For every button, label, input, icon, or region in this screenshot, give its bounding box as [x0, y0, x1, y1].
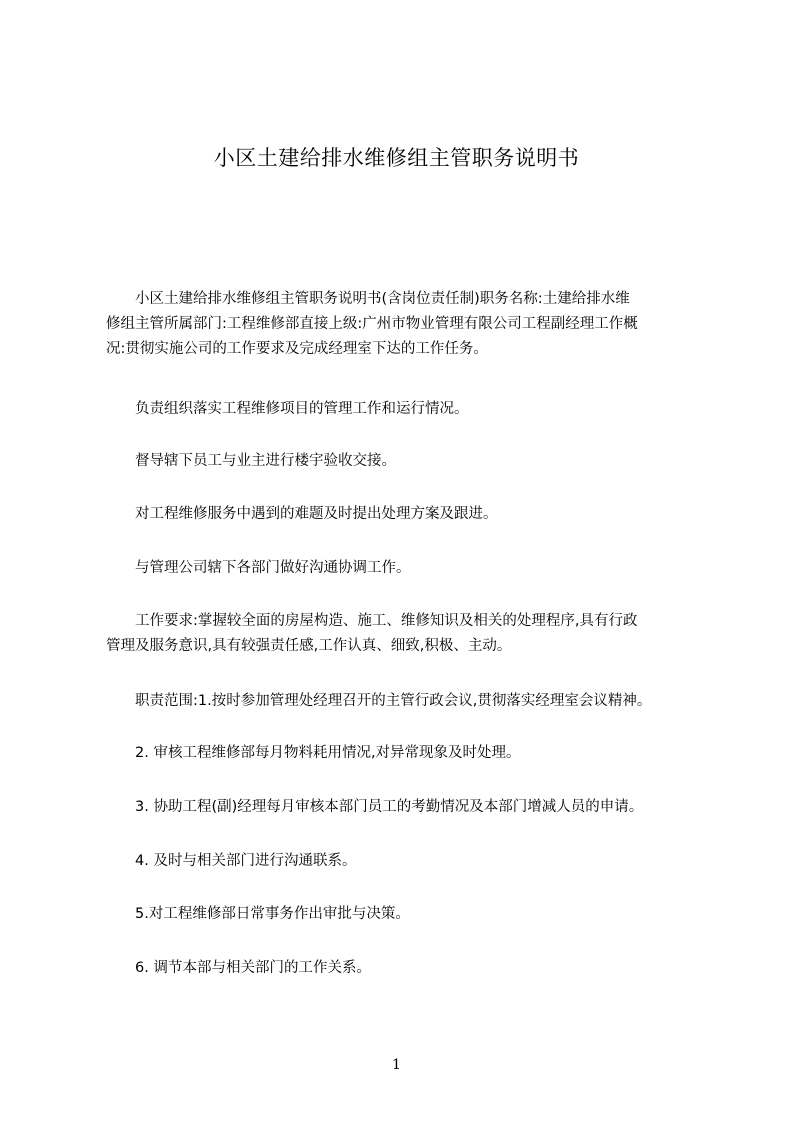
document-title: 小区土建给排水维修组主管职务说明书: [213, 146, 580, 170]
intro-paragraph: [106, 287, 696, 362]
scope-item: 4. 及时与相关部门进行沟通联系。: [135, 853, 357, 869]
scope-item: 6. 调节本部与相关部门的工作关系。: [135, 960, 371, 976]
requirements-paragraph: [106, 609, 696, 659]
intro-line: 小区土建给排水维修组主管职务说明书(含岗位责任制)职务名称:土建给排水维: [135, 291, 630, 307]
scope-item: 职责范围:1.按时参加管理处经理召开的主管行政会议,贯彻落实经理室会议精神。: [135, 693, 652, 709]
page-number: 1: [392, 1057, 401, 1073]
duty-paragraph: 对工程维修服务中遇到的难题及时提出处理方案及跟进。: [135, 506, 498, 522]
duty-paragraph: 负责组织落实工程维修项目的管理工作和运行情况。: [135, 401, 469, 417]
duty-paragraph: 与管理公司辖下各部门做好沟通协调工作。: [135, 560, 411, 576]
duty-paragraph: 督导辖下员工与业主进行楼宇验收交接。: [135, 453, 396, 469]
requirements-line: 工作要求:掌握较全面的房屋构造、施工、维修知识及相关的处理程序,具有行政: [135, 613, 638, 629]
scope-item: 5.对工程维修部日常事务作出审批与决策。: [135, 906, 410, 922]
intro-line: 况:贯彻实施公司的工作要求及完成经理室下达的工作任务。: [106, 341, 488, 357]
scope-item: 2. 审核工程维修部每月物料耗用情况,对异常现象及时处理。: [135, 745, 521, 761]
scope-item: 3. 协助工程(副)经理每月审核本部门员工的考勤情况及本部门增减人员的申请。: [135, 799, 644, 815]
intro-line: 修组主管所属部门:工程维修部直接上级:广州市物业管理有限公司工程副经理工作概: [106, 316, 638, 332]
requirements-line: 管理及服务意识,具有较强责任感,工作认真、细致,积极、主动。: [106, 638, 512, 654]
